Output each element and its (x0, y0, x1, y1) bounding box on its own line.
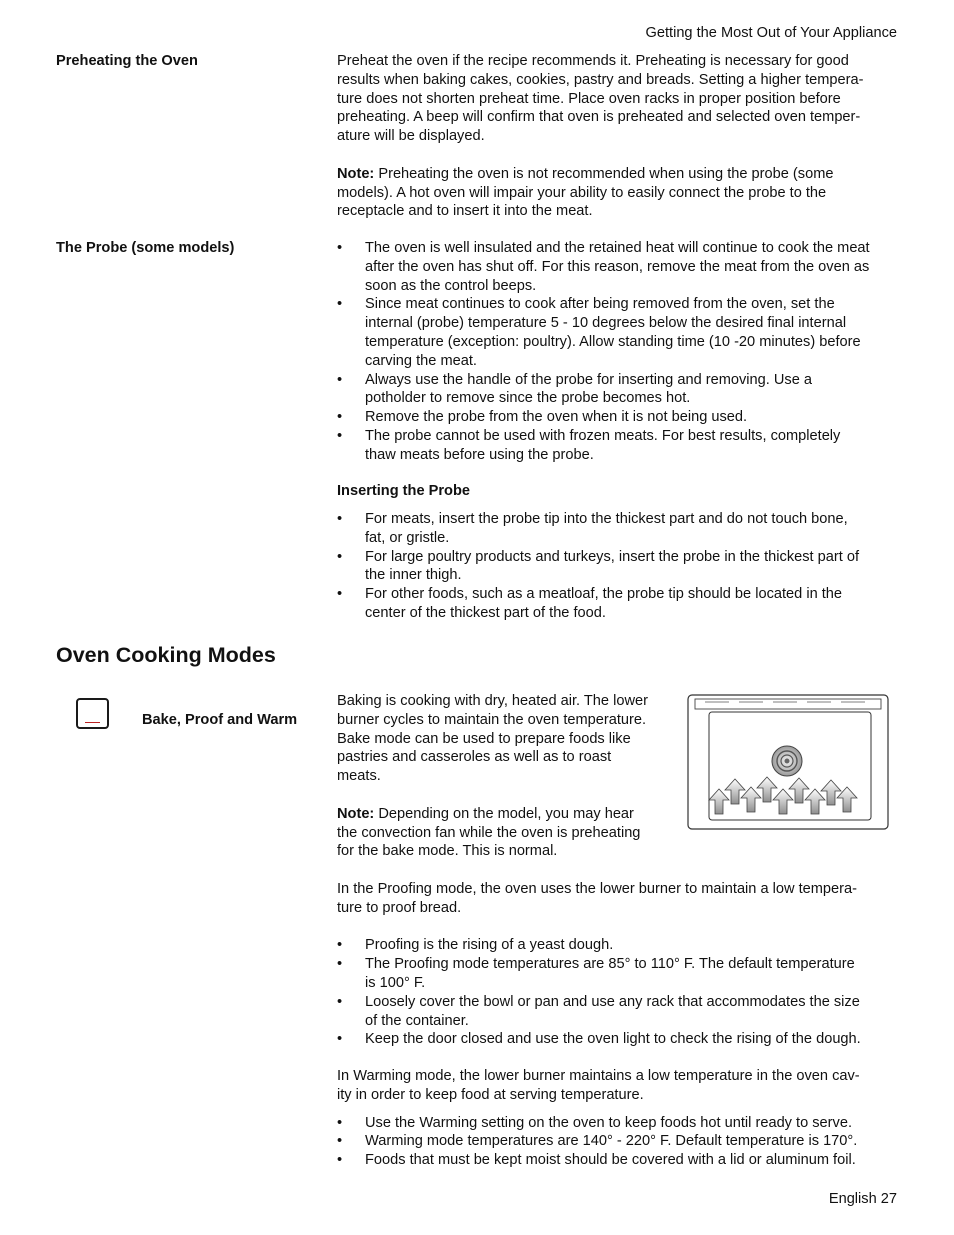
preheating-heading: Preheating the Oven (56, 53, 198, 69)
bake-note: Note: Depending on the model, you may hear the convection fan while the oven is preheating for the bake mode. This is normal. (337, 805, 641, 860)
inserting-probe-body (337, 510, 900, 623)
list-item: • For meats, insert the probe tip into the thickest part and do not touch bone, fat, or gristle. (337, 510, 900, 548)
text-line: models). A hot oven will impair your ability to easily connect the probe to the (337, 184, 827, 201)
warming-paragraph: In Warming mode, the lower burner maintains a low temperature in the oven cav- ity in order to keep food at serving temperature. (337, 1068, 860, 1103)
text-line: receptacle and to insert it into the meat. (337, 203, 593, 220)
warming-bullet-list (337, 1114, 900, 1170)
probe-body (337, 239, 900, 465)
list-item: • The Proofing mode temperatures are 85° to 110° F. The default temperature is 100° F. (337, 955, 900, 993)
text-line: Preheating the oven is not recommended when using the probe (some (374, 165, 834, 182)
list-item: • Loosely cover the bowl or pan and use any rack that accommodates the size of the container. (337, 993, 900, 1031)
inserting-probe-heading: Inserting the Probe (337, 483, 470, 499)
bake-paragraph: Baking is cooking with dry, heated air. The lower burner cycles to maintain the oven temperature. Bake mode can be used to prepare foods like pastries and casseroles as well as to roast meats. (337, 693, 648, 785)
note-label: Note: (337, 805, 375, 822)
running-header: Getting the Most Out of Your Appliance (645, 25, 897, 41)
list-item: • Use the Warming setting on the oven to keep foods hot until ready to serve. (337, 1114, 900, 1133)
oven-top-rail (695, 699, 881, 709)
list-item: • Always use the handle of the probe for inserting and removing. Use a potholder to remove since the probe becomes hot. (337, 371, 900, 409)
list-item: • The oven is well insulated and the retained heat will continue to cook the meat after the oven has shut off. For this reason, remove the meat from the oven as soon as the control beeps. (337, 239, 900, 295)
inserting-bullet-list (337, 510, 900, 623)
list-item: • Keep the door closed and use the oven light to check the rising of the dough. (337, 1030, 900, 1049)
probe-heading: The Probe (some models) (56, 240, 235, 256)
list-item: • Remove the probe from the oven when it is not being used. (337, 408, 900, 427)
list-item: • Foods that must be kept moist should be covered with a lid or aluminum foil. (337, 1151, 900, 1170)
preheating-paragraph (337, 52, 900, 146)
probe-bullet-list (337, 239, 900, 465)
oven-heat-diagram (687, 694, 889, 830)
convection-fan-icon (772, 746, 802, 776)
list-item: • For other foods, such as a meatloaf, the probe tip should be located in the center of the thickest part of the food. (337, 585, 900, 623)
text-line: results when baking cakes, cookies, pastry and breads. Setting a higher tempera- (337, 71, 864, 88)
list-item: • For large poultry products and turkeys, insert the probe in the thickest part of the inner thigh. (337, 548, 900, 586)
warming-body (337, 1067, 900, 1170)
proofing-paragraph: In the Proofing mode, the oven uses the lower burner to maintain a low tempera- ture to proof bread. (337, 881, 857, 916)
proofing-body (337, 880, 900, 1049)
bake-mode-label: Bake, Proof and Warm (142, 712, 298, 728)
list-item: • Proofing is the rising of a yeast dough. (337, 936, 900, 955)
section-title: Oven Cooking Modes (56, 643, 276, 667)
text-line: ature will be displayed. (337, 128, 485, 145)
preheating-body (337, 52, 900, 221)
list-item: • The probe cannot be used with frozen meats. For best results, completely thaw meats before using the probe. (337, 427, 900, 465)
page-number: English 27 (828, 1191, 897, 1207)
text-line: Preheat the oven if the recipe recommends it. Preheating is necessary for good (337, 53, 849, 69)
text-line: ture does not shorten preheat time. Place oven racks in proper position before (337, 90, 841, 107)
preheating-note (337, 165, 900, 221)
bake-mode-icon (76, 698, 109, 729)
bake-body (337, 692, 677, 861)
list-item: • Since meat continues to cook after being removed from the oven, set the internal (probe) temperature 5 - 10 degrees below the desired final internal temperature (exception: poultry). Allow standing time (10 -20 minutes) before carving the meat. (337, 295, 900, 370)
proofing-bullet-list (337, 936, 900, 1049)
text-line: preheating. A beep will confirm that oven is preheated and selected oven temper- (337, 109, 861, 126)
list-item: • Warming mode temperatures are 140° - 220° F. Default temperature is 170°. (337, 1132, 900, 1151)
note-label: Note: (337, 165, 375, 182)
